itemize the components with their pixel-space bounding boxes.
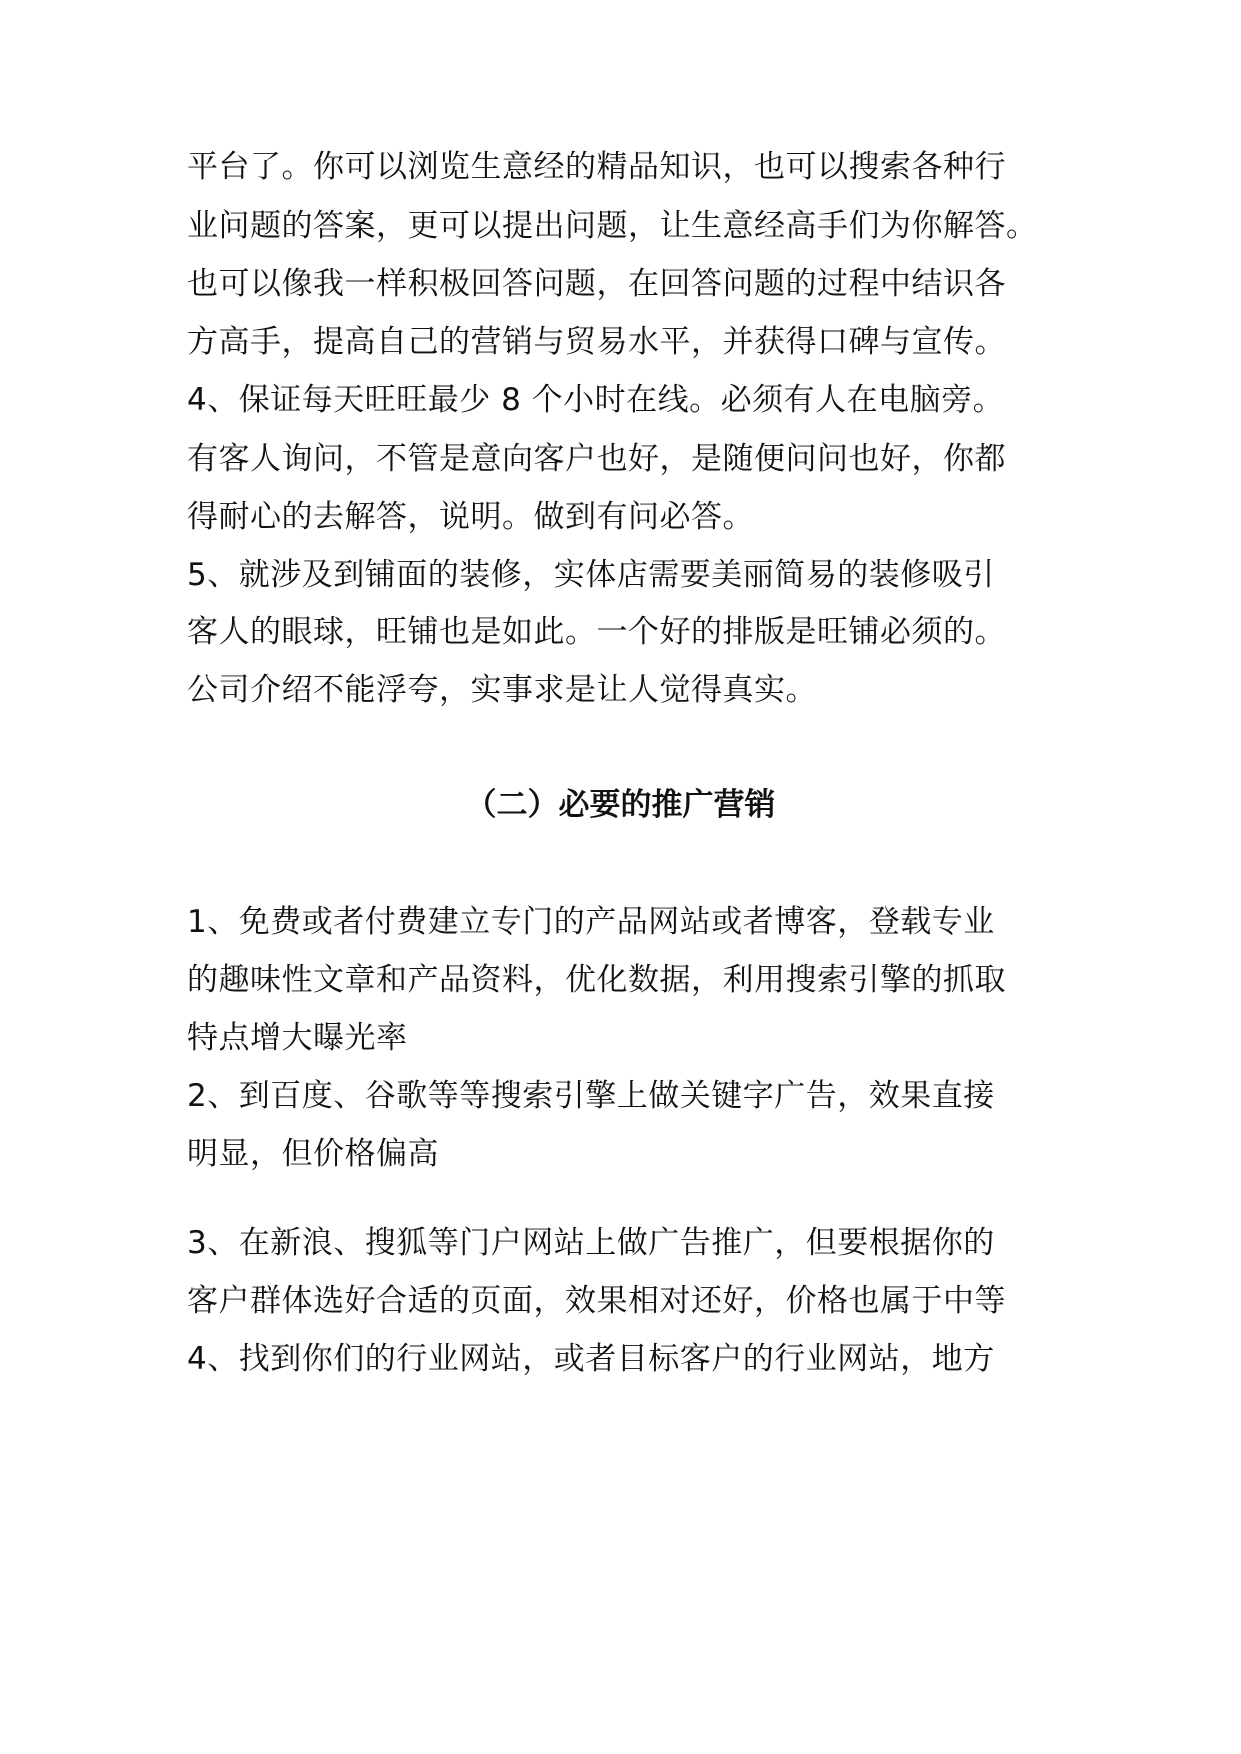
list-item-5-line: 公司介绍不能浮夸，实事求是让人觉得真实。 xyxy=(187,672,817,708)
paragraph-line: 平台了。你可以浏览生意经的精品知识，也可以搜索各种行 xyxy=(187,149,1006,185)
promo-item-1-line: 1、免费或者付费建立专门的产品网站或者博客，登载专业 xyxy=(187,904,995,940)
list-item-4-line: 得耐心的去解答，说明。做到有问必答。 xyxy=(187,499,754,535)
promo-item-2-line: 明显，但价格偏高 xyxy=(187,1136,439,1172)
list-item-4-line: 4、保证每天旺旺最少 8 个小时在线。必须有人在电脑旁。 xyxy=(187,382,1005,418)
paragraph-line: 也可以像我一样积极回答问题，在回答问题的过程中结识各 xyxy=(187,266,1006,302)
paragraph-line: 方高手，提高自己的营销与贸易水平，并获得口碑与宣传。 xyxy=(187,324,1006,360)
promo-item-3-line: 客户群体选好合适的页面，效果相对还好，价格也属于中等 xyxy=(187,1283,1006,1319)
promo-item-1-line: 特点增大曝光率 xyxy=(187,1020,408,1056)
section-heading: （二）必要的推广营销 xyxy=(465,787,776,823)
list-item-4-line: 有客人询问，不管是意向客户也好，是随便问问也好，你都 xyxy=(187,441,1006,477)
promo-item-1-line: 的趣味性文章和产品资料，优化数据，利用搜索引擎的抓取 xyxy=(187,962,1006,998)
list-item-5-line: 客人的眼球，旺铺也是如此。一个好的排版是旺铺必须的。 xyxy=(187,614,1006,650)
promo-item-4-line: 4、找到你们的行业网站，或者目标客户的行业网站，地方 xyxy=(187,1341,995,1377)
promo-item-3-line: 3、在新浪、搜狐等门户网站上做广告推广，但要根据你的 xyxy=(187,1225,995,1261)
list-item-5-line: 5、就涉及到铺面的装修，实体店需要美丽简易的装修吸引 xyxy=(187,557,995,593)
promo-item-2-line: 2、到百度、谷歌等等搜索引擎上做关键字广告，效果直接 xyxy=(187,1078,995,1114)
paragraph-line: 业问题的答案，更可以提出问题，让生意经高手们为你解答。 xyxy=(187,208,1038,244)
